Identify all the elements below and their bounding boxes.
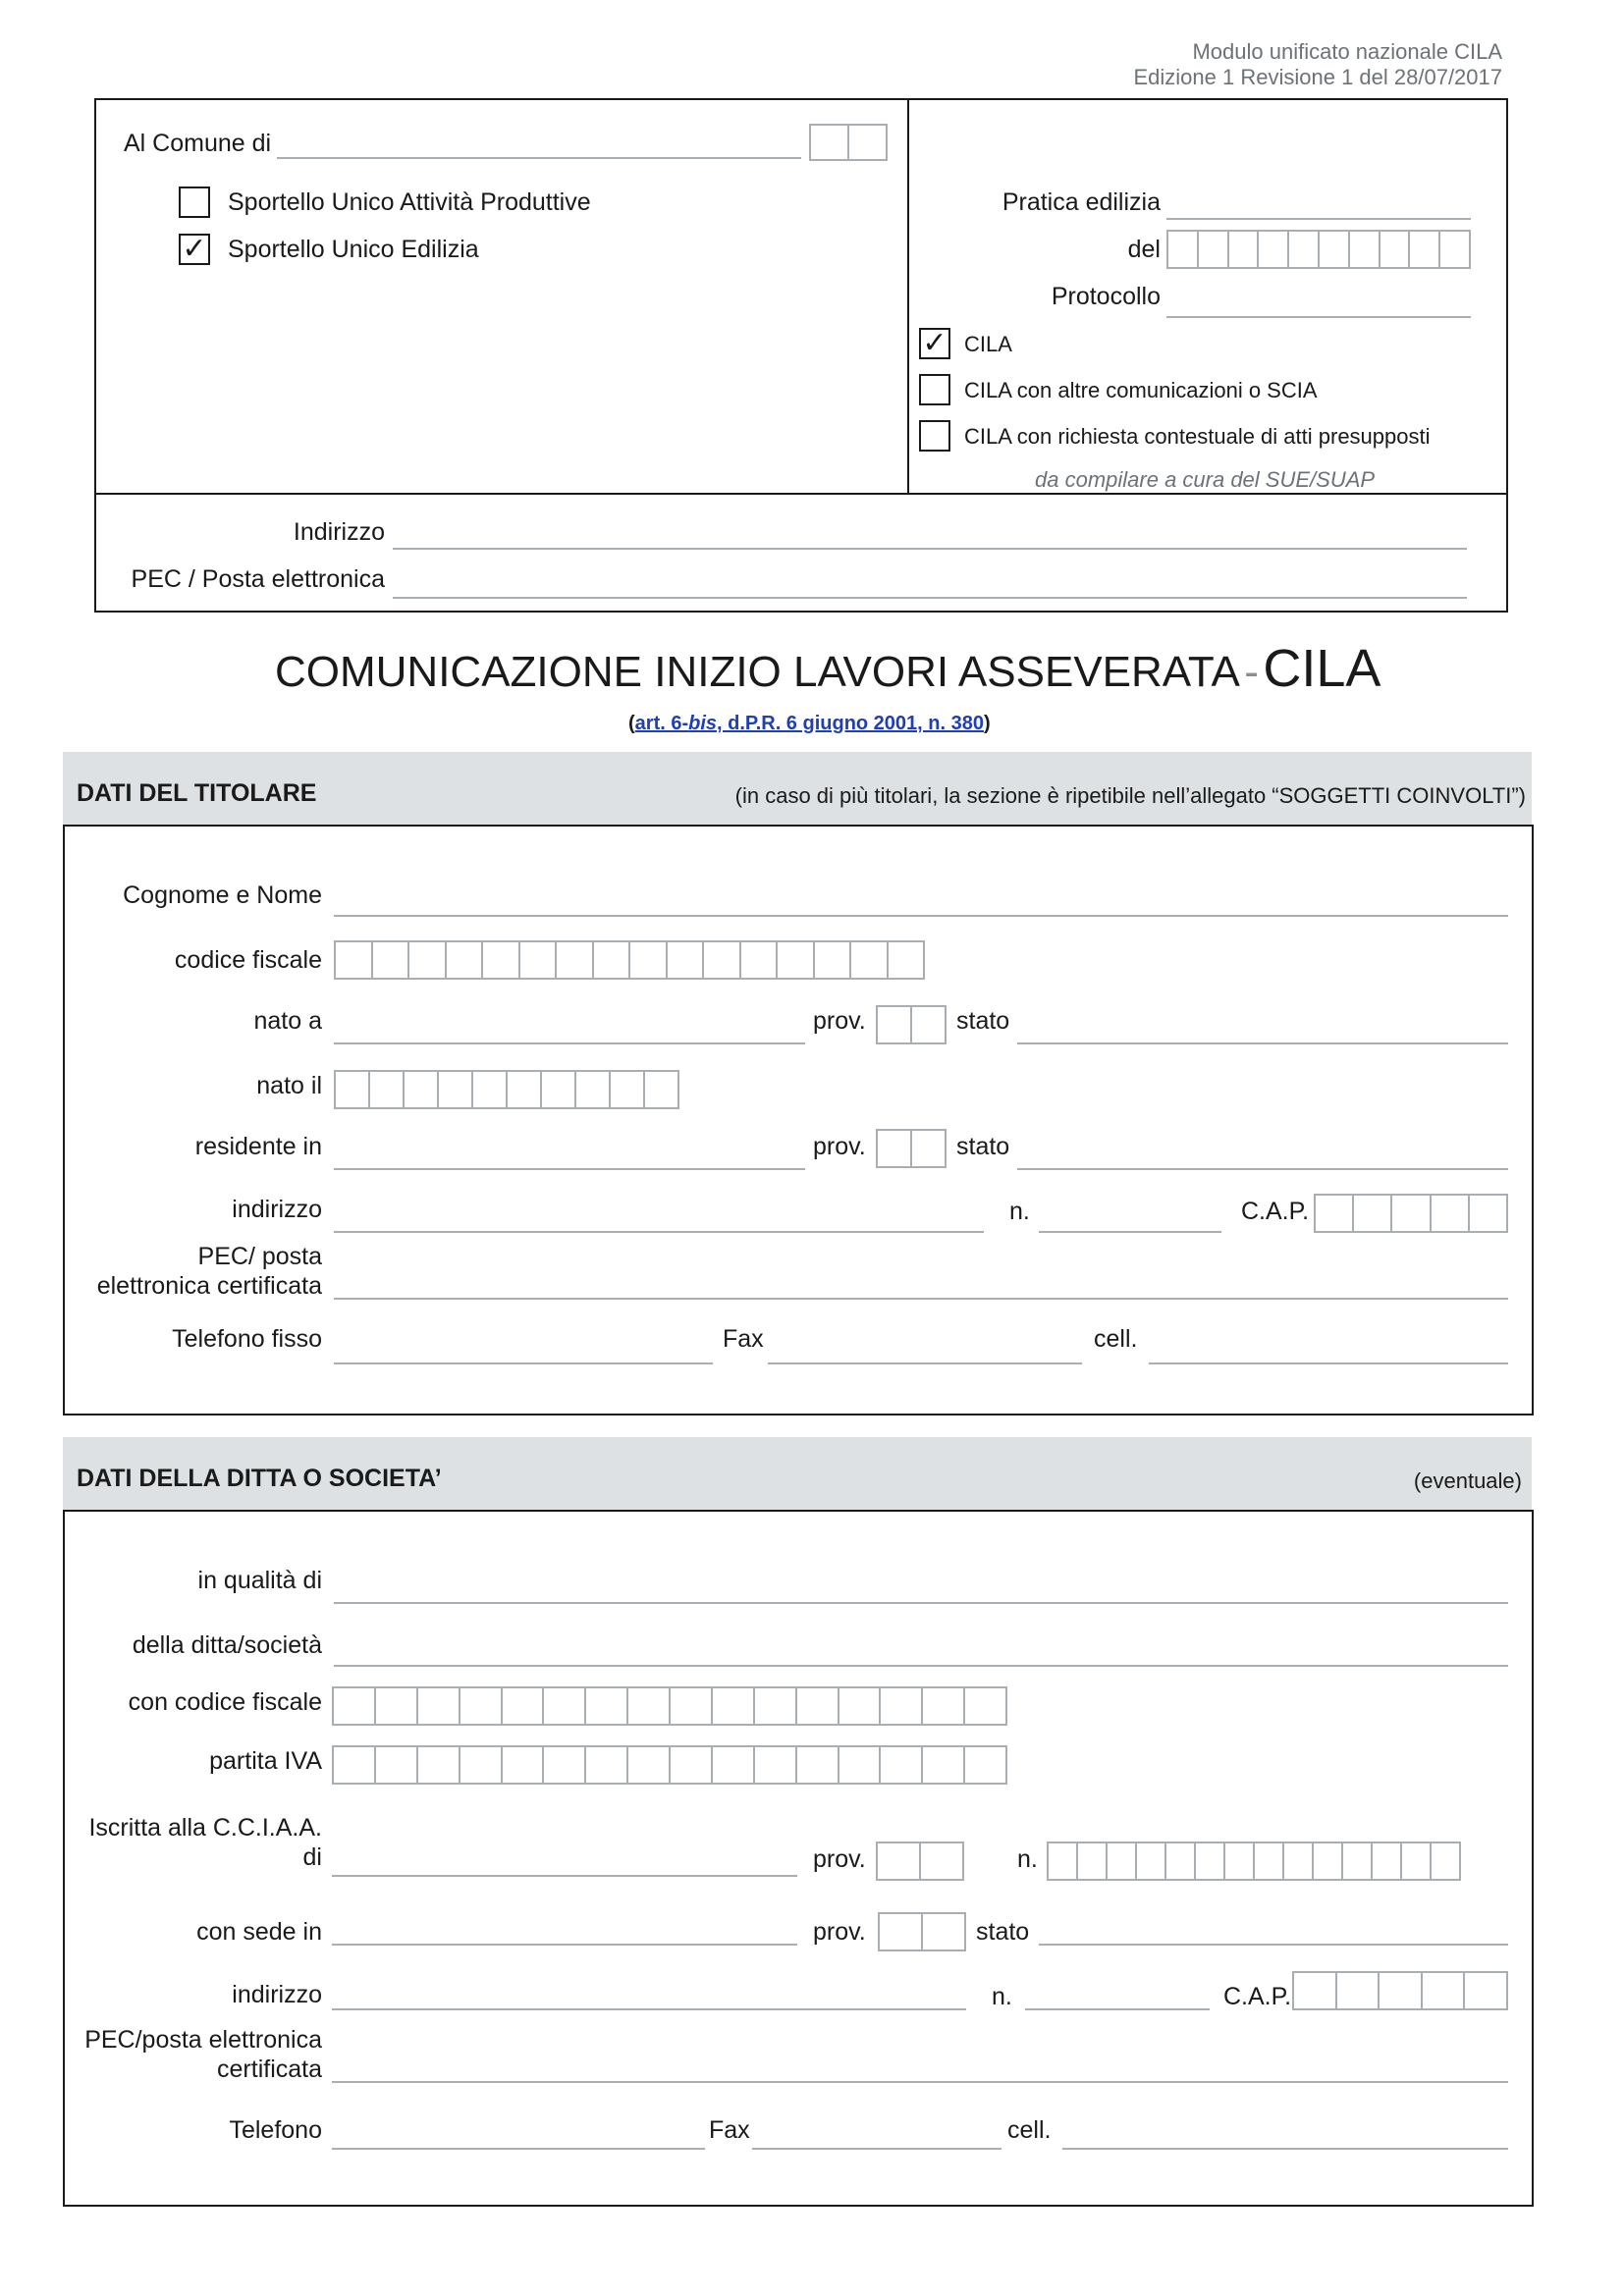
legal-reference-link-a: art. 6- [634,713,689,734]
cell-label: cell. [1094,1325,1138,1353]
partita-iva-cells[interactable] [332,1745,1007,1785]
nato-prov-cells[interactable] [876,1005,947,1044]
ditta-indirizzo-n-label: n. [992,1983,1012,2010]
cciaa-n-cells[interactable] [1047,1842,1461,1881]
con-sede-label: con sede in [196,1918,322,1946]
ditta-heading: DATI DELLA DITTA O SOCIETA’ [77,1465,442,1492]
titolare-note: (in caso di più titolari, la sezione è ripetibile nell’allegato “SOGGETTI COINVOLTI”) [734,783,1526,808]
sue-label: Sportello Unico Edilizia [228,236,479,263]
ditta-pec-label-line2: certificata [217,2056,322,2083]
indirizzo-n-input[interactable] [1039,1231,1221,1233]
partita-iva-label: partita IVA [209,1747,322,1775]
nato-a-label: nato a [253,1007,322,1035]
ditta-cell-input[interactable] [1062,2148,1508,2150]
cila-atti-option-label: CILA con richiesta contestuale di atti presupposti [964,424,1431,449]
cciaa-label-line2: di [302,1843,322,1871]
nato-il-label: nato il [256,1072,322,1099]
ditta-cap-label: C.A.P. [1223,1983,1292,2010]
residente-stato-input[interactable] [1017,1168,1508,1170]
in-qualita-label: in qualità di [197,1567,322,1594]
legal-reference [628,713,991,735]
pratica-input[interactable] [1166,218,1471,220]
cila-checkbox[interactable]: ✓ [919,328,950,359]
module-name: Modulo unificato nazionale CILA [1192,39,1502,64]
residente-prov-label: prov. [813,1133,866,1160]
sede-stato-input[interactable] [1039,1944,1508,1946]
comune-prov-cells[interactable] [809,124,888,161]
ditta-indirizzo-n-input[interactable] [1025,2008,1210,2010]
pec-comune-input[interactable] [393,597,1467,599]
indirizzo-comune-input[interactable] [393,548,1467,550]
cap-label: C.A.P. [1241,1198,1310,1225]
ditta-cap-cells[interactable] [1292,1971,1508,2010]
cap-cells[interactable] [1314,1194,1508,1233]
sede-prov-cells[interactable] [878,1912,966,1951]
cciaa-prov-cells[interactable] [876,1842,964,1881]
nato-prov-label: prov. [813,1007,866,1035]
suap-checkbox[interactable] [179,187,210,218]
telefono-fisso-label: Telefono fisso [172,1325,322,1353]
legal-reference-link-b: , d.P.R. 6 giugno 2001, n. 380 [717,713,984,734]
cciaa-prov-label: prov. [813,1845,866,1873]
della-ditta-input[interactable] [334,1665,1508,1667]
sede-stato-label: stato [976,1918,1030,1946]
al-comune-label: Al Comune di [124,130,272,157]
page-title-main: COMUNICAZIONE INIZIO LAVORI ASSEVERATA [275,648,1240,696]
page-title-cila: CILA [1263,639,1381,698]
nato-il-cells[interactable] [334,1070,679,1109]
ditta-indirizzo-input[interactable] [332,2008,966,2010]
ditta-pec-label-line1: PEC/posta elettronica [84,2026,322,2054]
protocollo-input[interactable] [1166,316,1471,318]
sede-prov-label: prov. [813,1918,866,1946]
comune-input[interactable] [277,157,801,159]
indirizzo-label: indirizzo [232,1196,322,1223]
cciaa-input[interactable] [332,1875,797,1877]
pratica-label: Pratica edilizia [1001,188,1161,216]
module-edition: Edizione 1 Revisione 1 del 28/07/2017 [1133,65,1502,89]
nato-stato-label: stato [956,1007,1010,1035]
ditta-telefono-input[interactable] [332,2148,705,2150]
del-label: del [1127,236,1161,263]
residente-in-label: residente in [194,1133,322,1160]
telefono-fisso-input[interactable] [334,1362,713,1364]
cila-option-label: CILA [964,332,1012,356]
ditta-codice-fiscale-label: con codice fiscale [128,1688,322,1716]
page-title-dash: - [1244,648,1259,696]
fax-label: Fax [723,1325,764,1353]
residente-prov-cells[interactable] [876,1129,947,1168]
protocollo-label: Protocollo [1051,283,1161,310]
indirizzo-comune-label: Indirizzo [293,518,385,546]
nato-a-input[interactable] [334,1042,805,1044]
cognome-nome-label: Cognome e Nome [123,881,322,909]
legal-reference-link[interactable] [635,713,984,734]
cila-scia-checkbox[interactable] [919,374,950,405]
pec-label-line1: PEC/ posta [197,1243,322,1270]
cell-input[interactable] [1149,1362,1508,1364]
cognome-nome-input[interactable] [334,915,1508,917]
codice-fiscale-cells[interactable] [334,940,925,980]
nato-stato-input[interactable] [1017,1042,1508,1044]
pec-label-line2: elettronica certificata [96,1272,322,1300]
legal-reference-open: ( [628,713,635,734]
del-date-cells[interactable] [1166,230,1471,269]
titolare-heading: DATI DEL TITOLARE [77,779,317,807]
pec-input[interactable] [334,1298,1508,1300]
ditta-indirizzo-label: indirizzo [232,1981,322,2008]
cciaa-label-line1: Iscritta alla C.C.I.A.A. [88,1814,322,1842]
page-title [275,638,1380,699]
indirizzo-n-label: n. [1009,1198,1030,1225]
fax-input[interactable] [768,1362,1082,1364]
residente-in-input[interactable] [334,1168,805,1170]
compilare-note: da compilare a cura del SUE/SUAP [1035,467,1376,492]
legal-reference-close: ) [984,713,991,734]
ditta-fax-input[interactable] [752,2148,1001,2150]
ditta-cell-label: cell. [1007,2116,1052,2144]
suap-label: Sportello Unico Attività Produttive [228,188,591,216]
ditta-telefono-label: Telefono [229,2116,322,2144]
ditta-fax-label: Fax [709,2116,750,2144]
pec-comune-label: PEC / Posta elettronica [131,565,385,593]
cila-scia-option-label: CILA con altre comunicazioni o SCIA [964,378,1318,402]
ditta-pec-input[interactable] [332,2081,1508,2083]
della-ditta-label: della ditta/società [132,1631,322,1659]
in-qualita-input[interactable] [334,1602,1508,1604]
cciaa-n-label: n. [1017,1845,1038,1873]
comune-box-divider-horizontal [94,493,1508,495]
ditta-note: (eventuale) [1413,1468,1522,1493]
ditta-codice-fiscale-cells[interactable] [332,1686,1007,1726]
con-sede-input[interactable] [332,1944,797,1946]
legal-reference-link-bis: bis [688,713,718,734]
residente-stato-label: stato [956,1133,1010,1160]
indirizzo-input[interactable] [334,1231,984,1233]
comune-box-divider-vertical [907,98,909,495]
cila-atti-checkbox[interactable] [919,420,950,452]
sue-checkbox[interactable]: ✓ [179,234,210,265]
codice-fiscale-label: codice fiscale [174,946,322,974]
